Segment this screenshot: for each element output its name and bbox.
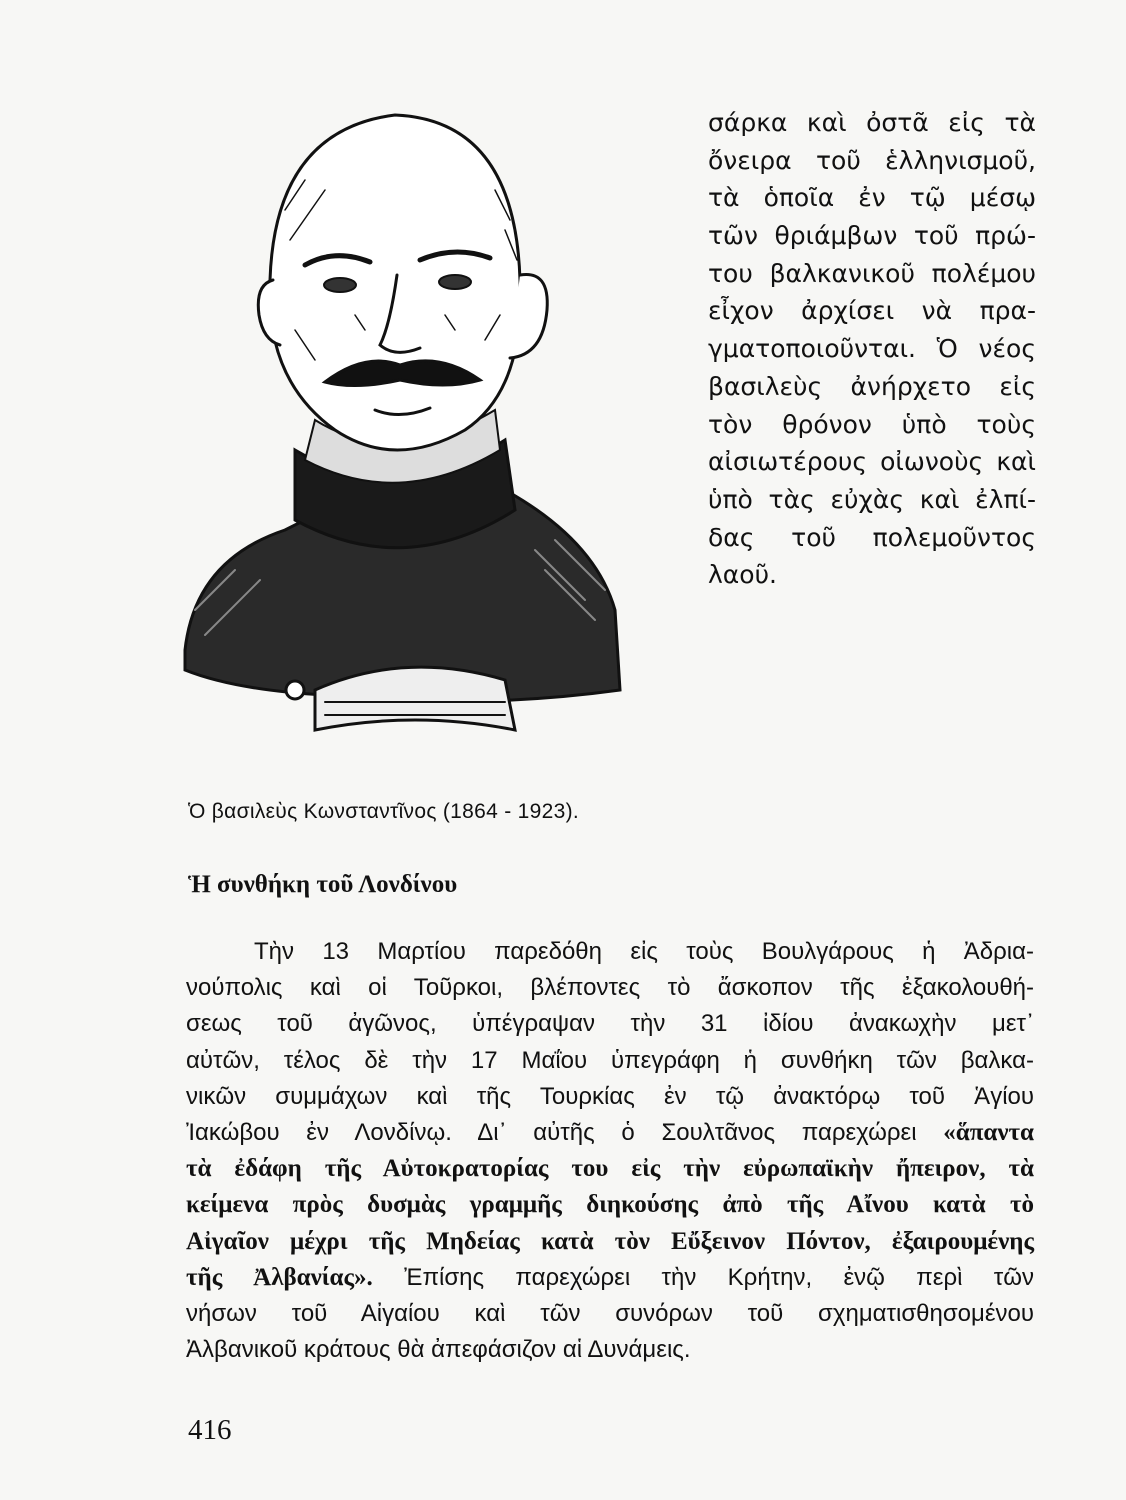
text-line bbox=[186, 1115, 1034, 1151]
text-line: Τὴν 13 Μαρτίου παρεδόθη εἰς τοὺς Βουλγάρους ἡ Ἀδρια- bbox=[254, 938, 1034, 965]
quote-bold-line: τὰ ἐδάφη τῆς Αὐτοκρατορίας του εἰς τὴν εὐρωπαϊκὴν ἤπειρον, τὰ bbox=[186, 1155, 1034, 1183]
text-line: βασιλεὺς ἀνήρχετο εἰς bbox=[708, 371, 1036, 401]
text-line: ὑπὸ τὰς εὐχὰς καὶ ἐλπί- bbox=[708, 484, 1036, 514]
page-number: 416 bbox=[188, 1414, 232, 1446]
text-line: εἶχον ἀρχίσει νὰ πρα- bbox=[708, 296, 1036, 326]
text-line: γματοποιοῦνται. Ὁ νέος bbox=[708, 334, 1036, 364]
text-line: σεως τοῦ ἀγῶνος, ὑπέγραψαν τὴν 31 ἰδίου ἀνακωχὴν μετ᾽ bbox=[186, 1010, 1034, 1038]
portrait-caption: Ὁ βασιλεὺς Κωνσταντῖνος (1864 - 1923). bbox=[188, 800, 579, 823]
text-line: τὰ ὁποῖα ἐν τῷ μέσῳ bbox=[708, 183, 1036, 213]
text-line: Ἀλβανικοῦ κράτους θὰ ἀπεφάσιζον αἱ Δυνάμεις. bbox=[186, 1336, 691, 1364]
text-line: του βαλκανικοῦ πολέμου bbox=[708, 258, 1036, 288]
portrait-illustration bbox=[175, 90, 625, 805]
text-line: σάρκα καὶ ὀστᾶ εἰς τὰ bbox=[708, 108, 1036, 137]
text-line: δας τοῦ πολεμοῦντος bbox=[708, 522, 1036, 552]
text-line: λαοῦ. bbox=[708, 560, 777, 590]
text-line: αὐτῶν, τέλος δὲ τὴν 17 Μαΐου ὑπεγράφη ἡ συνθήκη τῶν βαλκα- bbox=[186, 1046, 1034, 1074]
quote-bold-segment: τῆς Ἀλβανίας». bbox=[186, 1263, 373, 1291]
quote-bold-segment: «ἅπαντα bbox=[943, 1118, 1034, 1146]
text-segment: Ἰακώβου ἐν Λονδίνῳ. Δι᾽ αὐτῆς ὁ Σουλτᾶνος παρεχώρει bbox=[186, 1118, 917, 1146]
text-segment: Ἐπίσης παρεχώρει τὴν Κρήτην, ἐνῷ περὶ τῶν bbox=[404, 1263, 1034, 1291]
text-line bbox=[186, 1260, 1034, 1296]
text-line: τῶν θριάμβων τοῦ πρώ- bbox=[708, 221, 1036, 251]
body-paragraph bbox=[186, 934, 1034, 1368]
quote-bold-line: κείμενα πρὸς δυσμὰς γραμμῆς διηκούσης ἀπὸ τῆς Αἴνου κατὰ τὸ bbox=[186, 1191, 1034, 1219]
quote-bold-line: Αἰγαῖον μέχρι τῆς Μηδείας κατὰ τὸν Εὔξεινον Πόντον, ἐξαιρουμένης bbox=[186, 1227, 1034, 1255]
text-line: νικῶν συμμάχων καὶ τῆς Τουρκίας ἐν τῷ ἀνακτόρῳ τοῦ Ἁγίου bbox=[186, 1082, 1034, 1110]
right-column-text bbox=[708, 104, 1036, 594]
text-line: νούπολις καὶ οἱ Τοῦρκοι, βλέποντες τὸ ἄσκοπον τῆς ἐξακολουθή- bbox=[186, 974, 1034, 1002]
text-line: ὄνειρα τοῦ ἑλληνισμοῦ, bbox=[708, 145, 1036, 175]
text-line: αἰσιωτέρους οἰωνοὺς καὶ bbox=[708, 447, 1036, 477]
text-line: τὸν θρόνον ὑπὸ τοὺς bbox=[708, 409, 1036, 439]
text-line: νήσων τοῦ Αἰγαίου καὶ τῶν συνόρων τοῦ σχηματισθησομένου bbox=[186, 1299, 1034, 1327]
section-heading: Ἡ συνθήκη τοῦ Λονδίνου bbox=[188, 871, 458, 898]
